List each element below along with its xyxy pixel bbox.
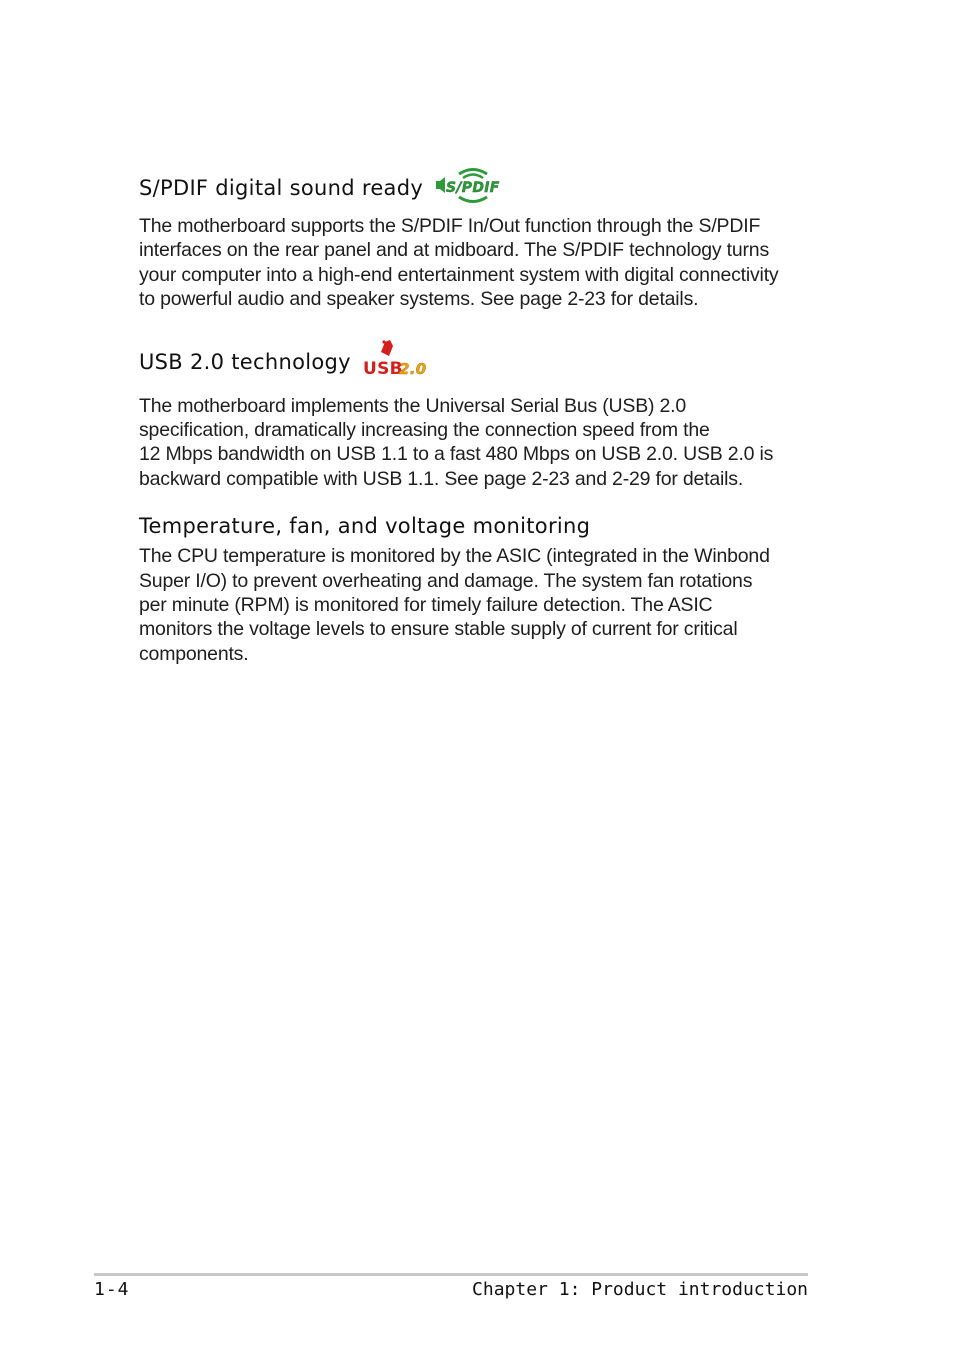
text-line: to powerful audio and speaker systems. See page 2-23 for details. [139, 288, 699, 311]
usb-logo-version: 2.0 [398, 360, 427, 379]
text-line: 12 Mbps bandwidth on USB 1.1 to a fast 480 Mbps on USB 2.0. USB 2.0 is [139, 443, 774, 466]
section-heading-spdif [139, 168, 819, 208]
section-body-usb [139, 394, 819, 492]
section-heading-usb [139, 340, 819, 384]
section-spdif [139, 168, 819, 312]
spdif-logo-text: S/PDIF [446, 179, 500, 196]
section-usb [139, 340, 819, 492]
text-line: per minute (RPM) is monitored for timely failure detection. The ASIC [139, 594, 713, 617]
page-number: 1-4 [94, 1279, 130, 1300]
usb-logo-text: USB [362, 359, 403, 380]
page-content [139, 168, 819, 666]
text-line: The motherboard supports the S/PDIF In/Out function through the S/PDIF [139, 215, 761, 237]
heading-text: USB 2.0 technology [139, 349, 351, 374]
section-monitoring [139, 511, 819, 666]
section-body-monitoring [139, 544, 819, 666]
footer-divider [94, 1273, 808, 1276]
usb-logo-icon [363, 338, 431, 385]
text-line: backward compatible with USB 1.1. See page 2-23 and 2-29 for details. [139, 467, 744, 490]
chapter-title: Chapter 1: Product introduction [472, 1279, 808, 1300]
heading-text: S/PDIF digital sound ready [139, 176, 424, 200]
spdif-logo-icon [435, 166, 501, 211]
text-line: your computer into a high-end entertainment system with digital connectivity [139, 263, 779, 286]
text-line: The CPU temperature is monitored by the ASIC (integrated in the Winbond [139, 545, 770, 568]
text-line: The motherboard implements the Universal Serial Bus (USB) 2.0 [139, 394, 687, 417]
text-line: components. [139, 642, 249, 665]
page-footer [94, 1279, 808, 1300]
text-line: monitors the voltage levels to ensure stable supply of current for critical [139, 618, 738, 641]
section-body-spdif [139, 214, 819, 312]
text-line: Super I/O) to prevent overheating and damage. The system fan rotations [139, 569, 753, 592]
section-heading-monitoring [139, 511, 819, 541]
heading-text: Temperature, fan, and voltage monitoring [139, 514, 591, 539]
text-line: specification, dramatically increasing the connection speed from the [139, 419, 710, 442]
text-line: interfaces on the rear panel and at midboard. The S/PDIF technology turns [139, 239, 769, 262]
